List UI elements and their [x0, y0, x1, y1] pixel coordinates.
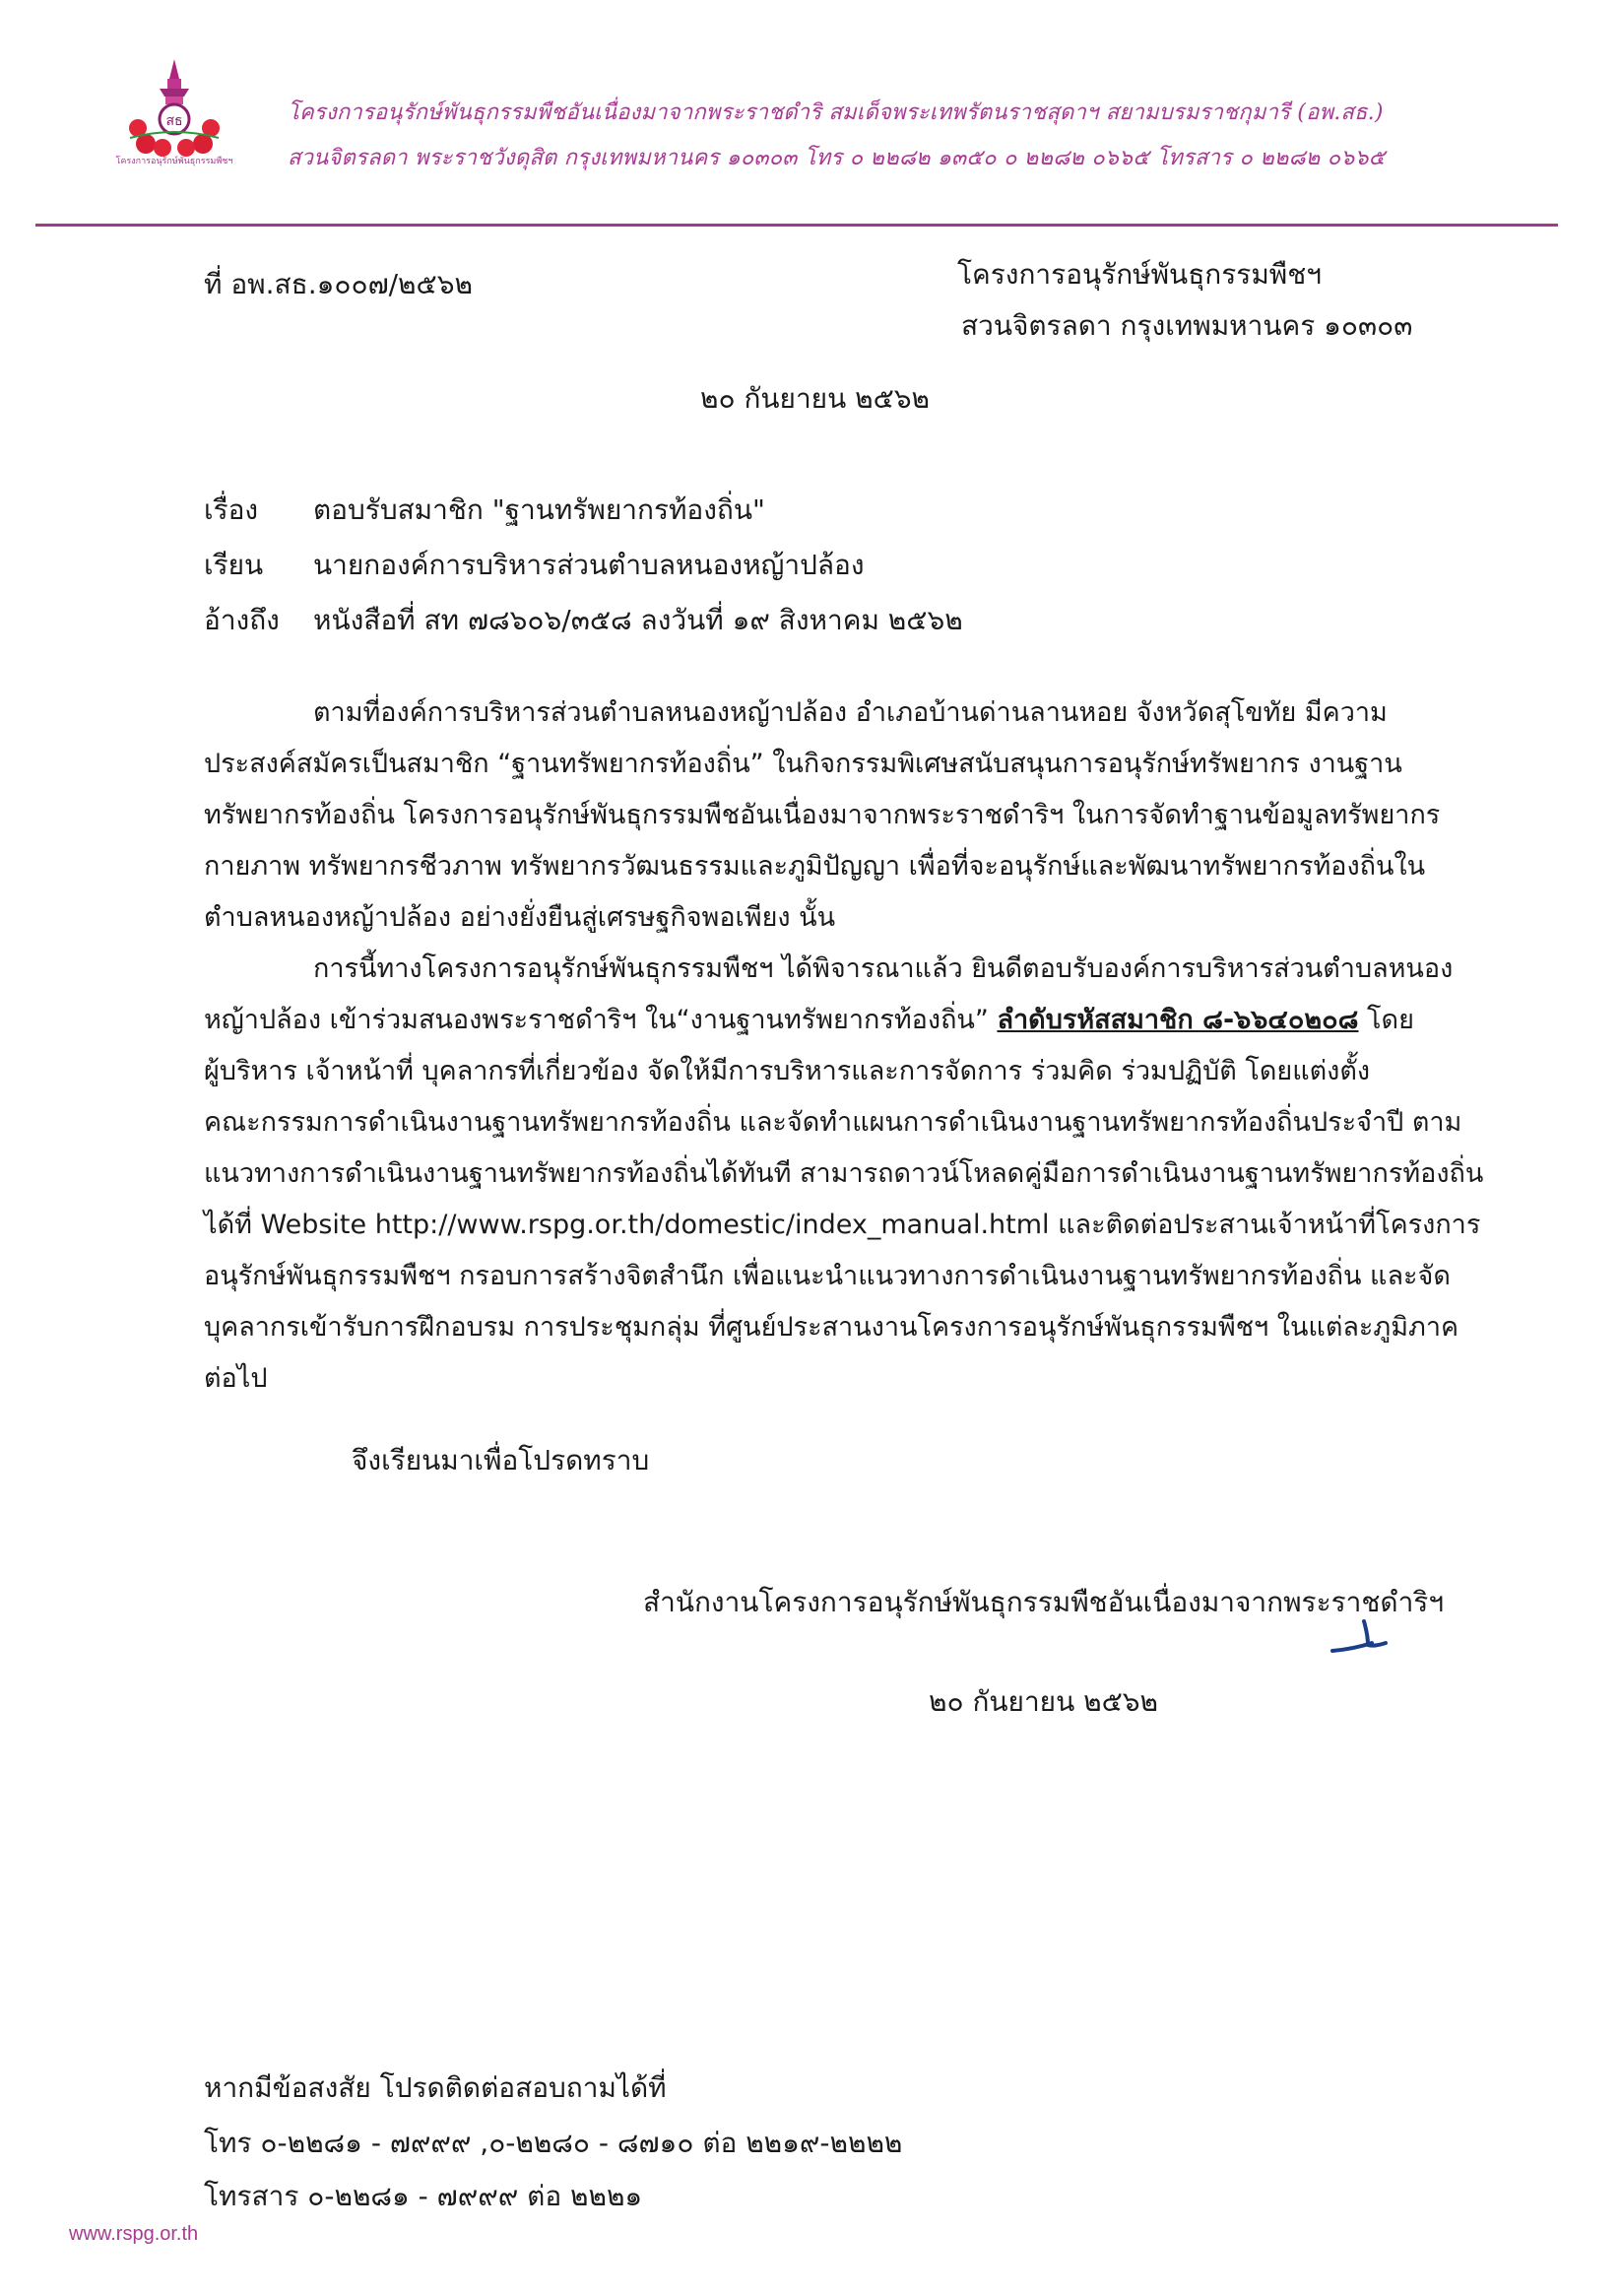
signature — [1325, 1604, 1403, 1663]
paragraph-1-line: ตำบลหนองหญ้าปล้อง อย่างยั่งยืนสู่เศรษฐกิจพอเพียง นั้น — [204, 902, 836, 933]
paragraph-2-line: ต่อไป — [204, 1363, 268, 1394]
paragraph-2-line-suffix: โดย — [1358, 1005, 1414, 1035]
reference-label: อ้างถึง — [204, 604, 280, 636]
paragraph-2-line: ผู้บริหาร เจ้าหน้าที่ บุคลากรที่เกี่ยวข้อง จัดให้มีการบริหารและการจัดการ ร่วมคิด ร่วมปฏิบัติ โดยแต่งตั้ง — [204, 1056, 1371, 1086]
recipient-value: นายกองค์การบริหารส่วนตำบลหนองหญ้าปล้อง — [313, 549, 865, 581]
sender-line-1: โครงการอนุรักษ์พันธุกรรมพืชฯ — [957, 258, 1322, 291]
paragraph-1-line: กายภาพ ทรัพยากรชีวภาพ ทรัพยากรวัฒนธรรมและภูมิปัญญา เพื่อที่จะอนุรักษ์และพัฒนาทรัพยากรท้องถิ่นใน — [204, 851, 1426, 882]
svg-text:สธ: สธ — [165, 113, 183, 129]
subject-value: ตอบรับสมาชิก "ฐานทรัพยากรท้องถิ่น" — [313, 493, 765, 526]
contact-intro: หากมีข้อสงสัย โปรดติดต่อสอบถามได้ที่ — [204, 2071, 667, 2104]
contact-phone: โทร ๐-๒๒๘๑ - ๗๙๙๙ ,๐-๒๒๘๐ - ๘๗๑๐ ต่อ ๒๒๑๙-๒๒๒๒ — [204, 2127, 903, 2159]
paragraph-1-line: ตามที่องค์การบริหารส่วนตำบลหนองหญ้าปล้อง อำเภอบ้านด่านลานหอย จังหวัดสุโขทัย มีความ — [313, 697, 1388, 728]
reference-number: ที่ อพ.สธ.๑๐๐๗/๒๕๖๒ — [204, 268, 473, 300]
paragraph-1-line: ทรัพยากรท้องถิ่น โครงการอนุรักษ์พันธุกรรมพืชอันเนื่องมาจากพระราชดำริฯ ในการจัดทำฐานข้อมูลทรัพยากร — [204, 800, 1441, 830]
recipient-label: เรียน — [204, 549, 264, 581]
paragraph-2-line: การนี้ทางโครงการอนุรักษ์พันธุกรรมพืชฯ ได้พิจารณาแล้ว ยินดีตอบรับองค์การบริหารส่วนตำบลหนอง — [313, 953, 1454, 984]
letter-date: ๒๐ กันยายน ๒๕๖๒ — [700, 382, 930, 415]
signoff-date: ๒๐ กันยายน ๒๕๖๒ — [929, 1685, 1158, 1718]
paragraph-2-line-prefix: หญ้าปล้อง เข้าร่วมสนองพระราชดำริฯ ใน“งานฐานทรัพยากรท้องถิ่น” — [204, 1005, 998, 1035]
paragraph-2-line: แนวทางการดำเนินงานฐานทรัพยากรท้องถิ่นได้ทันที สามารถดาวน์โหลดคู่มือการดำเนินงานฐานทรัพยากรท้องถิ่น — [204, 1158, 1484, 1189]
paragraph-2-line: บุคลากรเข้ารับการฝึกอบรม การประชุมกลุ่ม ที่ศูนย์ประสานงานโครงการอนุรักษ์พันธุกรรมพืชฯ ในแต่ละภูมิภาค — [204, 1312, 1459, 1343]
paragraph-2-line — [204, 1004, 1414, 1037]
subject-label: เรื่อง — [204, 493, 259, 526]
sender-line-2: สวนจิตรลดา กรุงเทพมหานคร ๑๐๓๐๓ — [961, 309, 1413, 342]
letterhead-line-2: สวนจิตรลดา พระราชวังดุสิต กรุงเทพมหานคร ๑๐๓๐๓ โทร ๐ ๒๒๘๒ ๑๓๕๐ ๐ ๒๒๘๒ ๐๖๖๕ โทรสาร ๐ ๒๒๘๒ ๐๖๖๕ — [288, 146, 1386, 170]
logo-caption: โครงการอนุรักษ์พันธุกรรมพืชฯ — [115, 157, 233, 166]
reference-value: หนังสือที่ สท ๗๘๖๐๖/๓๕๘ ลงวันที่ ๑๙ สิงหาคม ๒๕๖๒ — [313, 604, 963, 636]
letterhead-line-1: โครงการอนุรักษ์พันธุกรรมพืชอันเนื่องมาจากพระราชดำริ สมเด็จพระเทพรัตนราชสุดาฯ สยามบรมราชกุมารี (อพ.สธ.) — [288, 100, 1384, 125]
rspg-logo — [22, 57, 268, 167]
contact-fax: โทรสาร ๐-๒๒๘๑ - ๗๙๙๙ ต่อ ๒๒๒๑ — [204, 2180, 643, 2212]
footer-website: www.rspg.or.th — [69, 2223, 199, 2245]
letterhead-divider — [35, 224, 1558, 227]
paragraph-1-line: ประสงค์สมัครเป็นสมาชิก “ฐานทรัพยากรท้องถิ่น” ในกิจกรรมพิเศษสนับสนุนการอนุรักษ์ทรัพยากร งานฐาน — [204, 749, 1402, 779]
member-code: ลำดับรหัสสมาชิก ๘-๖๖๔๐๒๐๘ — [997, 1005, 1359, 1035]
paragraph-2-line: คณะกรรมการดำเนินงานฐานทรัพยากรท้องถิ่น และจัดทำแผนการดำเนินงานฐานทรัพยากรท้องถิ่นประจำปี ตาม — [204, 1107, 1462, 1138]
paragraph-2-line: ได้ที่ Website http://www.rspg.or.th/domestic/index_manual.html และติดต่อประสานเจ้าหน้าที่โครงการ — [204, 1210, 1481, 1240]
closing-phrase: จึงเรียนมาเพื่อโปรดทราบ — [352, 1444, 650, 1476]
signoff-office: สำนักงานโครงการอนุรักษ์พันธุกรรมพืชอันเนื่องมาจากพระราชดำริฯ — [643, 1586, 1445, 1618]
paragraph-2-line: อนุรักษ์พันธุกรรมพืชฯ กรอบการสร้างจิตสำนึก เพื่อแนะนำแนวทางการดำเนินงานฐานทรัพยากรท้องถิ่น และจัด — [204, 1261, 1451, 1291]
